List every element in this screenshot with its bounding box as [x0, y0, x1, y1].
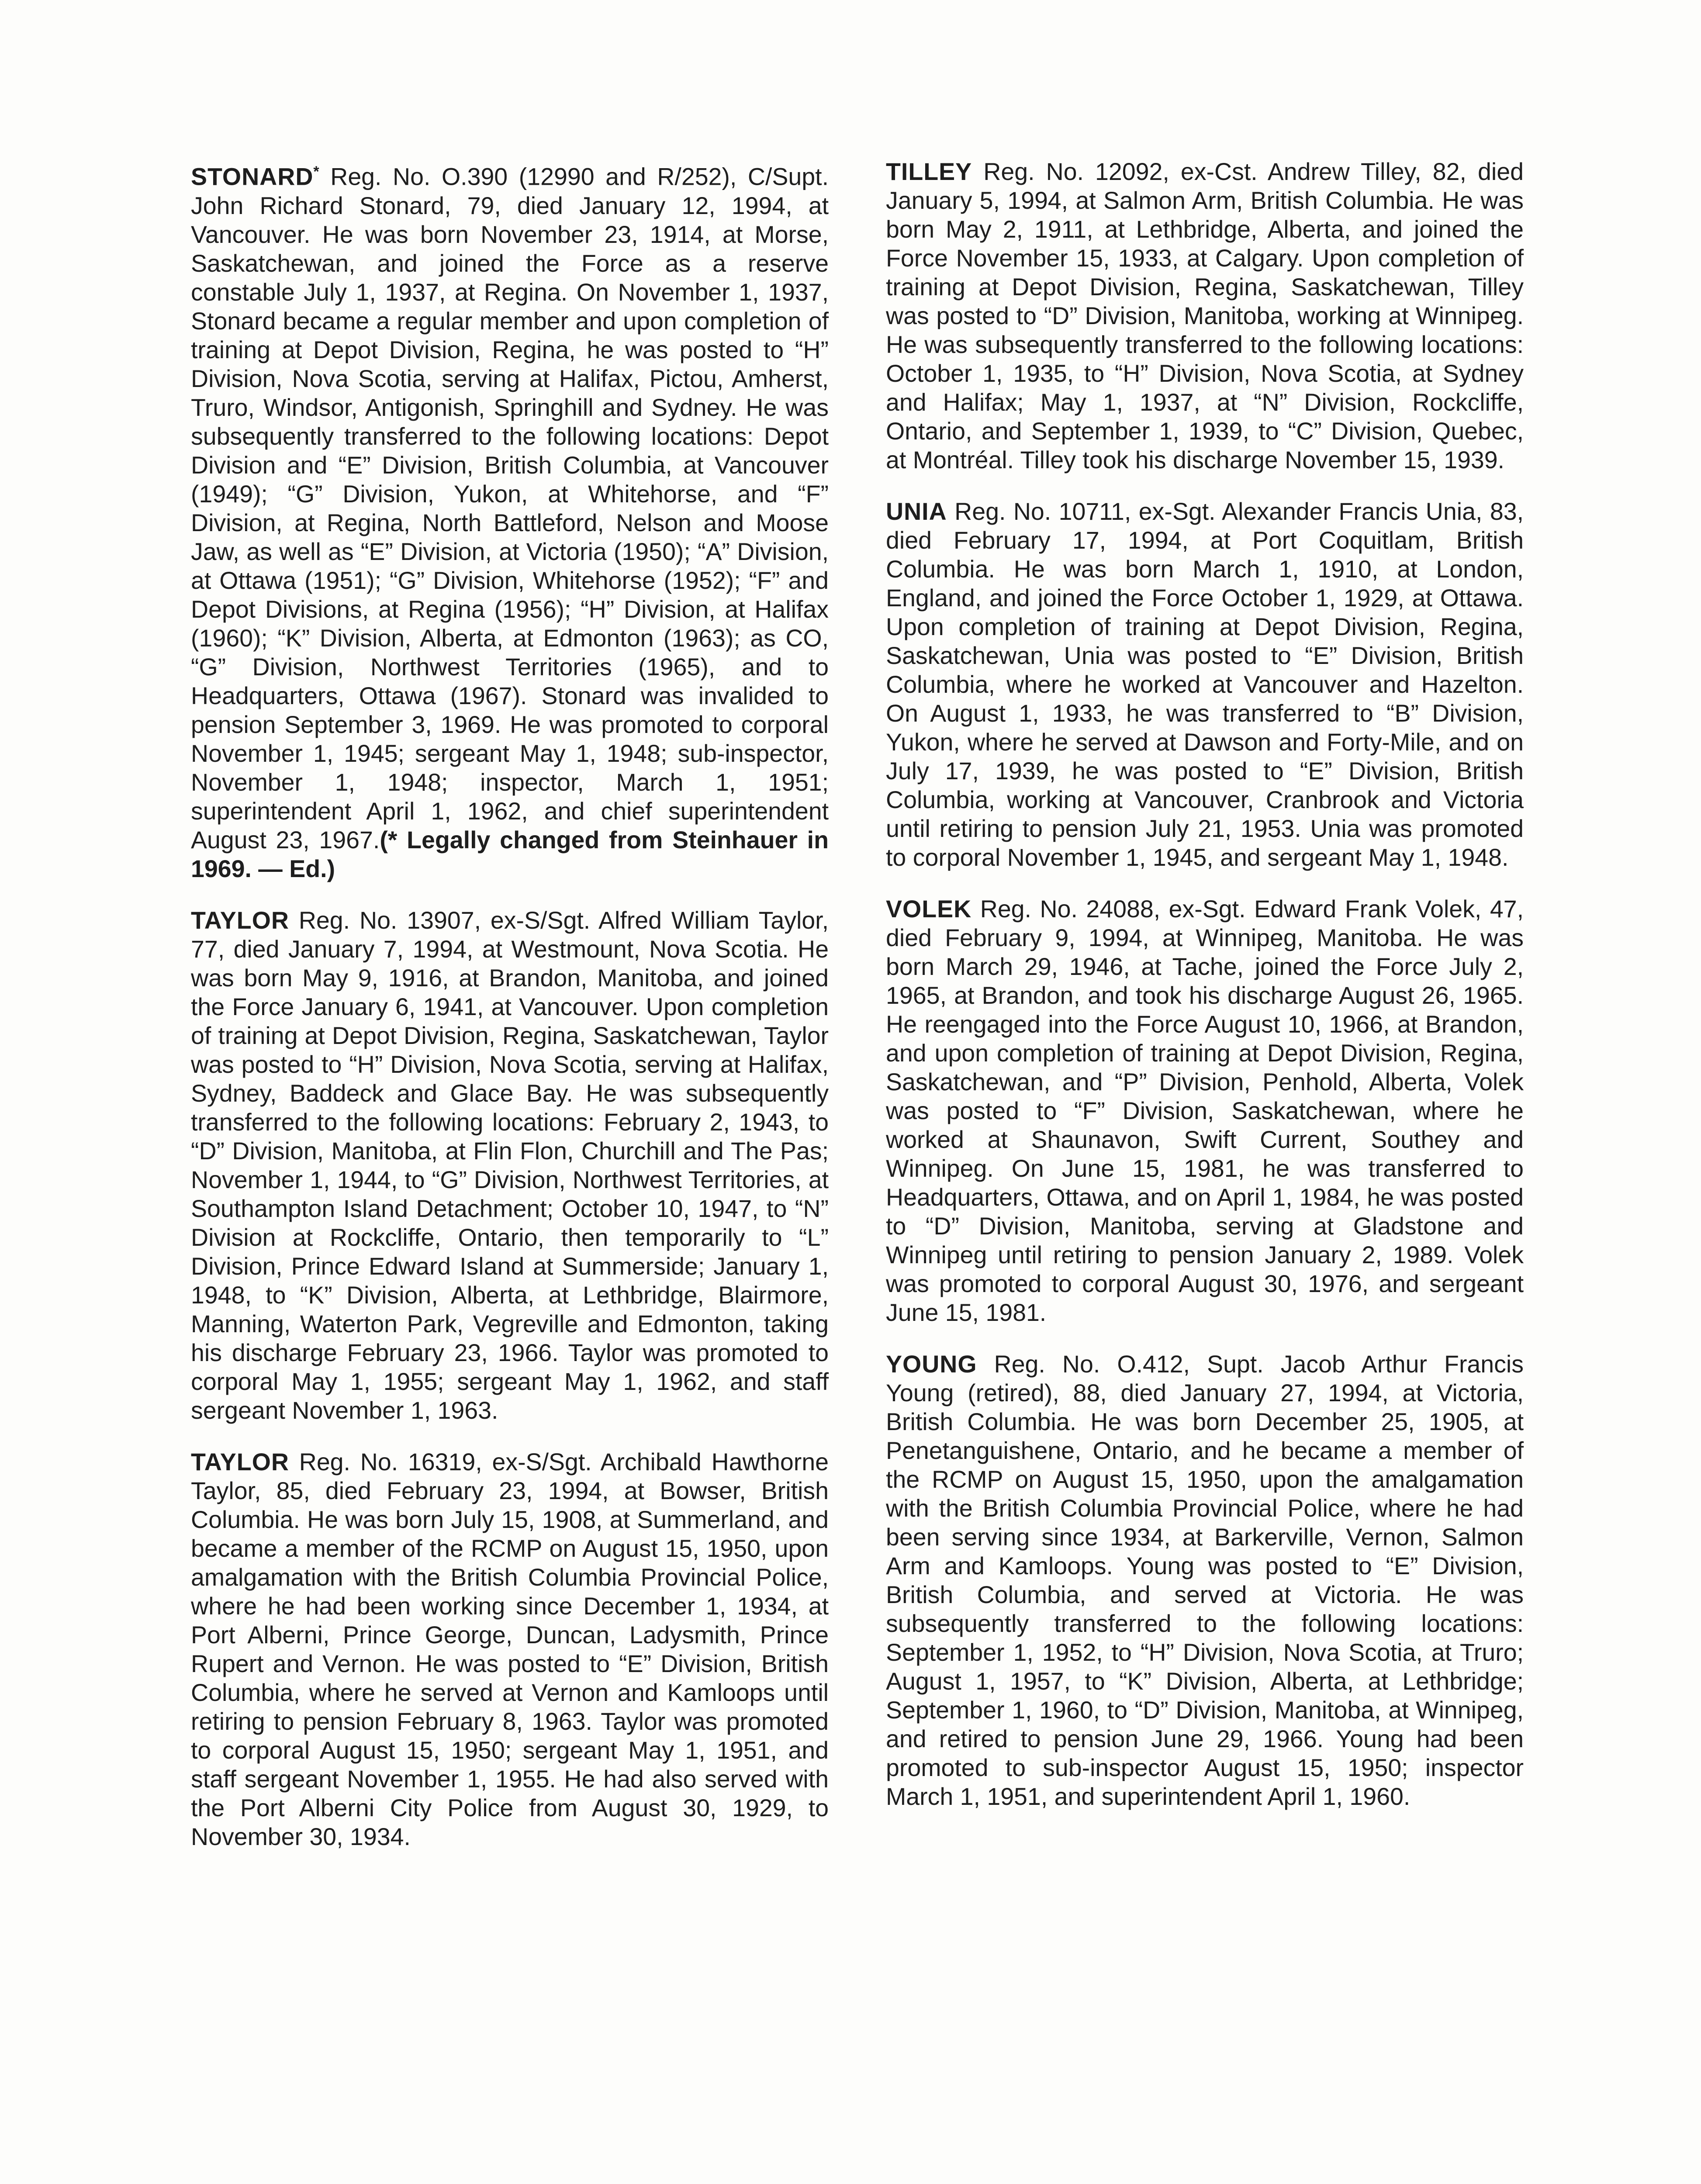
obituary-entry: [886, 157, 1524, 474]
entry-surname: TAYLOR: [191, 906, 289, 934]
entry-text: Reg. No. O.412, Supt. Jacob Arthur Francis Young (retired), 88, died January 27, 1994, at Victoria, British Columbia. He was born December 25, 1905, at Penetanguishene, Ontario, and he became a member of the RCMP on August 15, 1950, upon the amalgamation with the British Columbia Provincial Police, where he had been serving since 1934, at Barkerville, Vernon, Salmon Arm and Kamloops. Young was posted to “E” Division, British Columbia, and served at Victoria. He was subsequently transferred to the following locations: September 1, 1952, to “H” Division, Nova Scotia, at Truro; August 1, 1957, to “K” Division, Alberta, at Lethbridge; September 1, 1960, to “D” Division, Manitoba, at Winnipeg, and retired to pension June 29, 1966. Young had been promoted to sub-inspector August 15, 1950; inspector March 1, 1951, and superintendent April 1, 1960.: [886, 1351, 1524, 1810]
editor-note: (* Legally changed from Steinhauer in 1969. — Ed.): [191, 826, 829, 882]
entry-text: Reg. No. 16319, ex-S/Sgt. Archibald Hawthorne Taylor, 85, died February 23, 1994, at Bowser, British Columbia. He was born July 15, 1908, at Summerland, and became a member of the RCMP on August 15, 1950, upon amalgamation with the British Columbia Provincial Police, where he had been working since December 1, 1934, at Port Alberni, Prince George, Duncan, Ladysmith, Prince Rupert and Vernon. He was posted to “E” Division, British Columbia, where he served at Vernon and Kamloops until retiring to pension February 8, 1963. Taylor was promoted to corporal August 15, 1950; sergeant May 1, 1951, and staff sergeant November 1, 1955. He had also served with the Port Alberni City Police from August 30, 1929, to November 30, 1934.: [191, 1448, 829, 1850]
entry-surname: STONARD: [191, 163, 314, 190]
entry-surname: TAYLOR: [191, 1448, 289, 1476]
obituary-entry: [191, 157, 829, 883]
entry-surname: VOLEK: [886, 895, 972, 923]
entry-text: Reg. No. 12092, ex-Cst. Andrew Tilley, 82, died January 5, 1994, at Salmon Arm, British Columbia. He was born May 2, 1911, at Lethbridge, Alberta, and joined the Force November 15, 1933, at Calgary. Upon completion of training at Depot Division, Regina, Saskatchewan, Tilley was posted to “D” Division, Manitoba, working at Winnipeg. He was subsequently transferred to the following locations: October 1, 1935, to “H” Division, Nova Scotia, at Sydney and Halifax; May 1, 1937, at “N” Division, Rockcliffe, Ontario, and September 1, 1939, to “C” Division, Quebec, at Montréal. Tilley took his discharge November 15, 1939.: [886, 158, 1524, 473]
entry-surname: TILLEY: [886, 158, 972, 185]
entry-text: Reg. No. 24088, ex-Sgt. Edward Frank Volek, 47, died February 9, 1994, at Winnipeg, Manitoba. He was born March 29, 1946, at Tache, joined the Force July 2, 1965, at Brandon, and took his discharge August 26, 1965. He reengaged into the Force August 10, 1966, at Brandon, and upon completion of training at Depot Division, Regina, Saskatchewan, and “P” Division, Penhold, Alberta, Volek was posted to “F” Division, Saskatchewan, where he worked at Shaunavon, Swift Current, Southey and Winnipeg. On June 15, 1981, he was transferred to Headquarters, Ottawa, and on April 1, 1984, he was posted to “D” Division, Manitoba, serving at Gladstone and Winnipeg until retiring to pension January 2, 1989. Volek was promoted to corporal August 30, 1976, and sergeant June 15, 1981.: [886, 895, 1524, 1326]
right-column: [886, 157, 1524, 1834]
entry-text: Reg. No. 13907, ex-S/Sgt. Alfred William Taylor, 77, died January 7, 1994, at Westmount, Nova Scotia. He was born May 9, 1916, at Brandon, Manitoba, and joined the Force January 6, 1941, at Vancouver. Upon completion of training at Depot Division, Regina, Saskatchewan, Taylor was posted to “H” Division, Nova Scotia, serving at Halifax, Sydney, Baddeck and Glace Bay. He was subsequently transferred to the following locations: February 2, 1943, to “D” Division, Manitoba, at Flin Flon, Churchill and The Pas; November 1, 1944, to “G” Division, Northwest Territories, at Southampton Island Detachment; October 10, 1947, to “N” Division at Rockcliffe, Ontario, then temporarily to “L” Division, Prince Edward Island at Summerside; January 1, 1948, to “K” Division, Alberta, at Lethbridge, Blairmore, Manning, Waterton Park, Vegreville and Edmonton, taking his discharge February 23, 1966. Taylor was promoted to corporal May 1, 1955; sergeant May 1, 1962, and staff sergeant November 1, 1963.: [191, 906, 829, 1424]
obituary-entry: [886, 1350, 1524, 1811]
obituary-entry: [191, 1448, 829, 1851]
surname-marker: *: [313, 163, 319, 180]
entry-surname: YOUNG: [886, 1351, 977, 1378]
obituary-entry: [191, 906, 829, 1425]
entry-surname: UNIA: [886, 498, 947, 525]
left-column: [191, 157, 829, 1874]
entry-text: Reg. No. 10711, ex-Sgt. Alexander Francis Unia, 83, died February 17, 1994, at Port Coquitlam, British Columbia. He was born March 1, 1910, at London, England, and joined the Force October 1, 1929, at Ottawa. Upon completion of training at Depot Division, Regina, Saskatchewan, Unia was posted to “E” Division, British Columbia, where he worked at Vancouver and Hazelton. On August 1, 1933, he was transferred to “B” Division, Yukon, where he served at Dawson and Forty-Mile, and on July 17, 1939, he was posted to “E” Division, British Columbia, working at Vancouver, Cranbrook and Victoria until retiring to pension July 21, 1953. Unia was promoted to corporal November 1, 1945, and sergeant May 1, 1948.: [886, 498, 1524, 871]
entry-text: Reg. No. O.390 (12990 and R/252), C/Supt. John Richard Stonard, 79, died January 12, 1994, at Vancouver. He was born November 23, 1914, at Morse, Saskatchewan, and joined the Force as a reserve constable July 1, 1937, at Regina. On November 1, 1937, Stonard became a regular member and upon completion of training at Depot Division, Regina, he was posted to “H” Division, Nova Scotia, serving at Halifax, Pictou, Amherst, Truro, Windsor, Antigonish, Springhill and Sydney. He was subsequently transferred to the following locations: Depot Division and “E” Division, British Columbia, at Vancouver (1949); “G” Division, Yukon, at Whitehorse, and “F” Division, at Regina, North Battleford, Nelson and Moose Jaw, as well as “E” Division, at Victoria (1950); “A” Division, at Ottawa (1951); “G” Division, Whitehorse (1952); “F” and Depot Divisions, at Regina (1956); “H” Division, at Halifax (1960); “K” Division, Alberta, at Edmonton (1963); as CO, “G” Division, Northwest Territories (1965), and to Headquarters, Ottawa (1967). Stonard was invalided to pension September 3, 1969. He was promoted to corporal November 1, 1945; sergeant May 1, 1948; sub-inspector, November 1, 1948; inspector, March 1, 1951; superintendent April 1, 1962, and chief superintendent August 23, 1967.: [191, 163, 829, 854]
obituary-entry: [886, 895, 1524, 1327]
obituary-entry: [886, 497, 1524, 872]
